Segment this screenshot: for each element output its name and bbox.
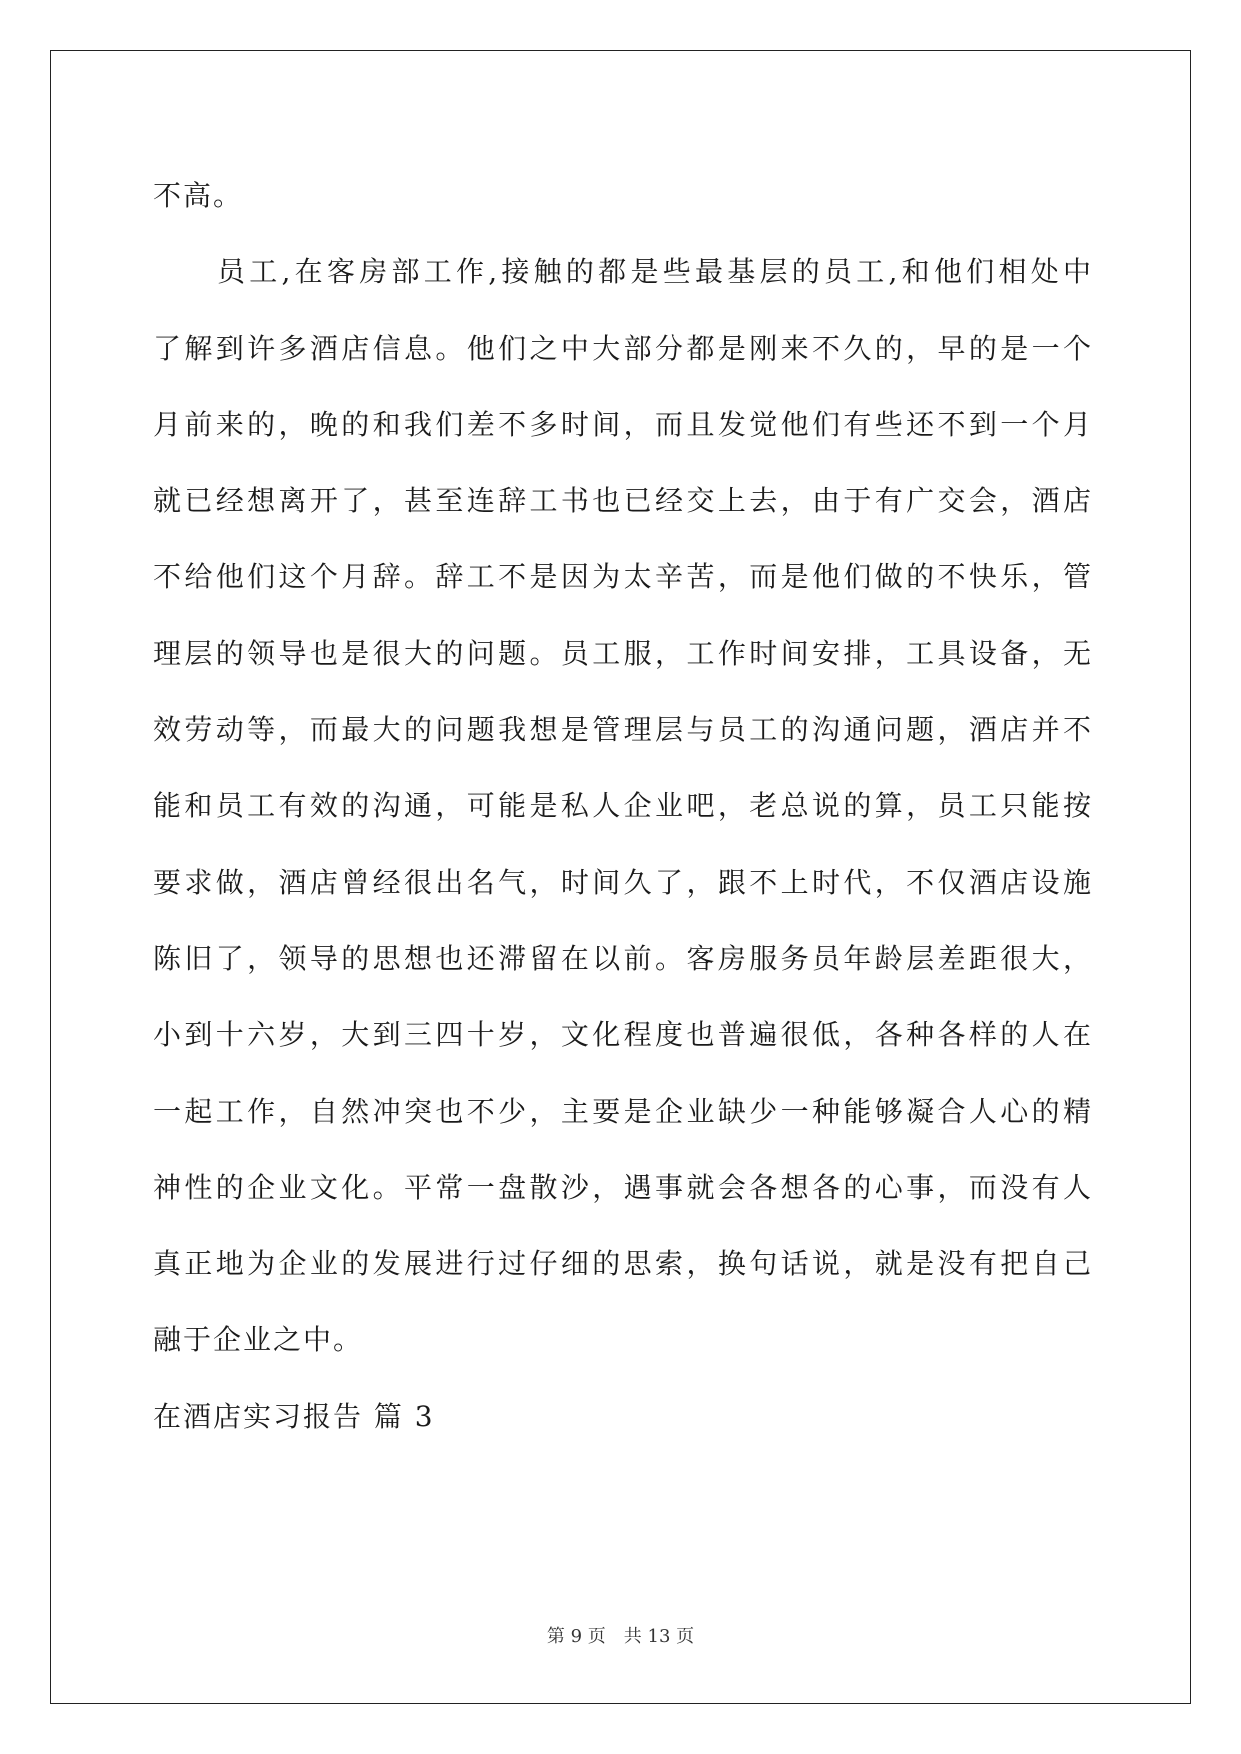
paragraph-line: 效劳动等，而最大的问题我想是管理层与员工的沟通问题，酒店并不 [153, 713, 1093, 747]
paragraph-line: 一起工作，自然冲突也不少，主要是企业缺少一种能够凝合人心的精 [153, 1094, 1093, 1128]
paragraph-line: 就已经想离开了，甚至连辞工书也已经交上去，由于有广交会，酒店 [153, 484, 1093, 518]
paragraph-line: 要求做，酒店曾经很出名气，时间久了，跟不上时代，不仅酒店设施 [153, 865, 1093, 899]
paragraph-line: 不高。 [153, 179, 244, 212]
section-heading: 在酒店实习报告 篇 3 [153, 1399, 435, 1433]
paragraph-line: 融于企业之中。 [153, 1323, 364, 1357]
paragraph-line: 小到十六岁，大到三四十岁，文化程度也普遍很低，各种各样的人在 [153, 1018, 1093, 1052]
paragraph-line: 陈旧了，领导的思想也还滞留在以前。客房服务员年龄层差距很大， [153, 941, 1093, 975]
paragraph-line: 神性的企业文化。平常一盘散沙，遇事就会各想各的心事，而没有人 [153, 1170, 1093, 1204]
paragraph-line: 真正地为企业的发展进行过仔细的思索，换句话说，就是没有把自己 [153, 1247, 1093, 1281]
paragraph-line: 了解到许多酒店信息。他们之中大部分都是刚来不久的，早的是一个 [153, 331, 1093, 365]
paragraph-line: 月前来的，晚的和我们差不多时间，而且发觉他们有些还不到一个月 [153, 407, 1093, 441]
document-body [153, 158, 1093, 1455]
paragraph-line: 员工,在客房部工作,接触的都是些最基层的员工,和他们相处中 [217, 255, 1093, 289]
paragraph-line: 理层的领导也是很大的问题。员工服，工作时间安排，工具设备，无 [153, 636, 1093, 670]
paragraph-line: 不给他们这个月辞。辞工不是因为太辛苦，而是他们做的不快乐，管 [153, 560, 1093, 594]
page-number-footer: 第 9 页 共 13 页 [546, 1626, 695, 1647]
paragraph-line: 能和员工有效的沟通，可能是私人企业吧，老总说的算，员工只能按 [153, 789, 1093, 823]
